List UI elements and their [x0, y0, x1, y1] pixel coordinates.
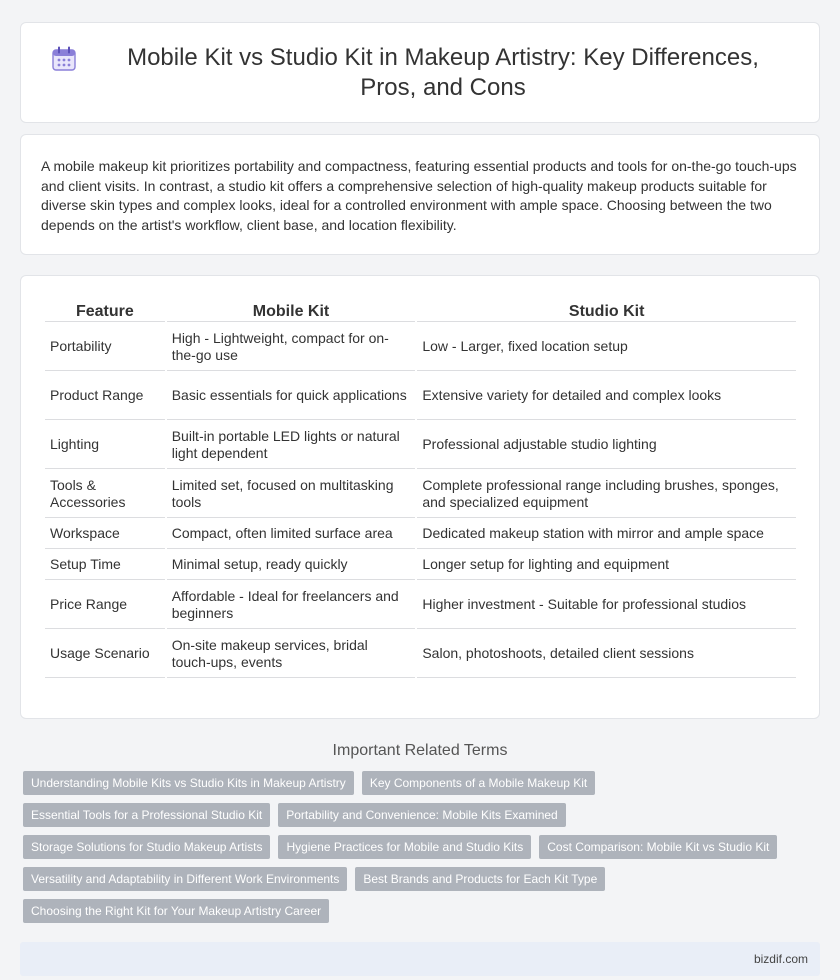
studio-kit-cell: Dedicated makeup station with mirror and ample space: [417, 520, 796, 549]
studio-kit-cell: Low - Larger, fixed location setup: [417, 324, 796, 371]
table-row: [45, 324, 796, 371]
feature-cell: Workspace: [45, 520, 165, 549]
studio-kit-cell: Longer setup for lighting and equipment: [417, 551, 796, 580]
studio-kit-cell: Higher investment - Suitable for professional studios: [417, 582, 796, 629]
table-row: [45, 631, 796, 678]
footer-bar: [20, 942, 820, 976]
comparison-card: [20, 275, 820, 719]
comparison-table: [43, 300, 798, 680]
header-studio-kit: Studio Kit: [417, 302, 796, 322]
related-terms-list: [23, 771, 813, 931]
related-term-tag[interactable]: Portability and Convenience: Mobile Kits Examined: [278, 803, 565, 827]
site-link[interactable]: bizdif.com: [753, 952, 808, 966]
mobile-kit-cell: On-site makeup services, bridal touch-ups, events: [167, 631, 416, 678]
related-term-tag[interactable]: Key Components of a Mobile Makeup Kit: [362, 771, 595, 795]
header-inner: [51, 43, 789, 103]
mobile-kit-cell: Minimal setup, ready quickly: [167, 551, 416, 580]
mobile-kit-cell: Affordable - Ideal for freelancers and beginners: [167, 582, 416, 629]
related-term-tag[interactable]: Understanding Mobile Kits vs Studio Kits in Makeup Artistry: [23, 771, 354, 795]
studio-kit-cell: Professional adjustable studio lighting: [417, 422, 796, 469]
related-terms-title: Important Related Terms: [332, 742, 508, 759]
related-term-tag[interactable]: Essential Tools for a Professional Studio Kit: [23, 803, 270, 827]
related-term-tag[interactable]: Hygiene Practices for Mobile and Studio Kits: [278, 835, 531, 859]
header-card: [20, 22, 820, 123]
header-feature: Feature: [45, 302, 165, 322]
table-row: [45, 422, 796, 469]
mobile-kit-cell: High - Lightweight, compact for on-the-go use: [167, 324, 416, 371]
studio-kit-cell: Extensive variety for detailed and complex looks: [417, 373, 796, 420]
feature-cell: Price Range: [45, 582, 165, 629]
mobile-kit-cell: Basic essentials for quick applications: [167, 373, 416, 420]
related-term-tag[interactable]: Cost Comparison: Mobile Kit vs Studio Kit: [539, 835, 777, 859]
feature-cell: Usage Scenario: [45, 631, 165, 678]
feature-cell: Setup Time: [45, 551, 165, 580]
table-row: [45, 582, 796, 629]
table-row: [45, 520, 796, 549]
related-term-tag[interactable]: Best Brands and Products for Each Kit Type: [355, 867, 605, 891]
related-term-tag[interactable]: Storage Solutions for Studio Makeup Artists: [23, 835, 270, 859]
table-row: [45, 373, 796, 420]
intro-paragraph: A mobile makeup kit prioritizes portability and compactness, featuring essential products and tools for on-the-go touch-ups and client visits. In contrast, a studio kit offers a comprehensive selection of high-quality makeup products suitable for diverse skin types and complex looks, ideal for a controlled environment with ample space. Choosing between the two depends on the artist's workflow, client base, and location flexibility.: [41, 158, 797, 233]
table-header-row: [45, 302, 796, 322]
mobile-kit-cell: Built-in portable LED lights or natural light dependent: [167, 422, 416, 469]
page-title: Mobile Kit vs Studio Kit in Makeup Artistry: Key Differences, Pros, and Cons: [127, 43, 759, 101]
calendar-icon: [51, 46, 77, 72]
feature-cell: Portability: [45, 324, 165, 371]
related-term-tag[interactable]: Versatility and Adaptability in Different Work Environments: [23, 867, 347, 891]
table-row: [45, 471, 796, 518]
studio-kit-cell: Salon, photoshoots, detailed client sessions: [417, 631, 796, 678]
feature-cell: Lighting: [45, 422, 165, 469]
mobile-kit-cell: Compact, often limited surface area: [167, 520, 416, 549]
related-term-tag[interactable]: Choosing the Right Kit for Your Makeup Artistry Career: [23, 899, 329, 923]
feature-cell: Product Range: [45, 373, 165, 420]
header-mobile-kit: Mobile Kit: [167, 302, 416, 322]
studio-kit-cell: Complete professional range including brushes, sponges, and specialized equipment: [417, 471, 796, 518]
mobile-kit-cell: Limited set, focused on multitasking tools: [167, 471, 416, 518]
table-row: [45, 551, 796, 580]
intro-card: [20, 134, 820, 255]
feature-cell: Tools & Accessories: [45, 471, 165, 518]
